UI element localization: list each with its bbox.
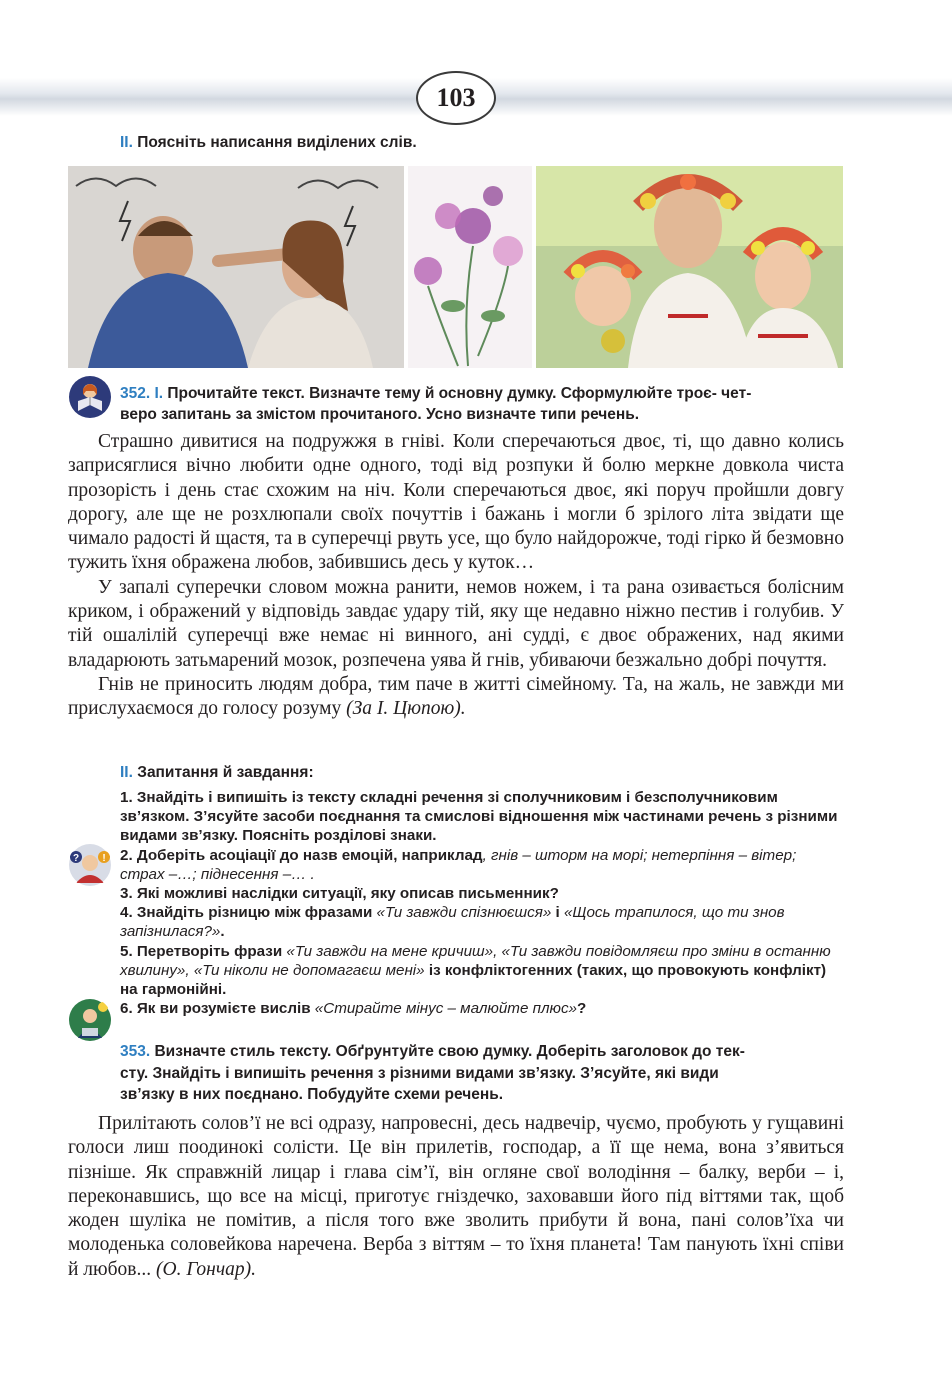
questions-heading-number: II.	[120, 764, 133, 781]
question-5-phrases: «Ти завжди на мене кричиш», «Ти завжди повідомляєш про зміни в останню хвилину», «Ти ніколи не допомагаєш мені»	[120, 942, 831, 979]
question-icon	[68, 843, 112, 887]
question-4	[120, 903, 845, 941]
question-2-example: , гнів – шторм на морі; нетерпіння – вітер; страх –…; піднесення –… .	[120, 846, 797, 883]
exercise-353-task-line1: Визначте стиль тексту. Обґрунтуйте свою думку. Доберіть заголовок до тек-	[150, 1043, 745, 1060]
text-353	[68, 1112, 844, 1282]
exercise-353-task-line2: сту. Знайдіть і випишіть речення з різними видами зв’язку. З’ясуйте, які види	[120, 1064, 719, 1082]
question-4-phrase-2: «Щось трапилося, що ти знов запізнилася?»	[120, 904, 785, 941]
questions-heading	[120, 764, 314, 782]
previous-task	[120, 134, 417, 152]
question-2-lead: 2. Доберіть асоціації до назв емоцій, наприклад	[120, 846, 483, 864]
exercise-352-number: 352. I.	[120, 385, 164, 402]
exercise-352-task-line2: веро запитань за змістом прочитаного. Усно визначте типи речень.	[120, 406, 640, 423]
question-6-end: ?	[577, 1000, 587, 1018]
idea-icon	[68, 998, 112, 1042]
exercise-353-task-line3: зв’язку в них поєднано. Побудуйте схеми речень.	[120, 1086, 504, 1103]
question-5-lead: 5. Перетворіть фрази	[120, 942, 287, 960]
text-353-source: (О. Гончар).	[156, 1258, 257, 1280]
text-352-paragraph-1: Страшно дивитися на подружжя в гніві. Коли сперечаються двоє, ті, що давно колись заприсяглися вічно любити одне одного, тоді від розпуки й болю меркне довкола чиста прозорість і день стає схожим на ніч. Коли сперечаються двоє, які поруч пройшли довгу дорогу, але ще не розхлюпали своїх почуттів і бажань і могли б зрілого літа звідати ще чимало радості й щастя, та в суперечці рвуть усе, що було найдорожче, тоді гірко й безмовно тужить їхня ображена любов, забившись десь у куток…	[68, 431, 844, 574]
arguing-couple-photo	[68, 166, 404, 368]
question-4-lead: 4. Знайдіть різницю між фразами	[120, 904, 377, 922]
question-6-saying: «Стирайте мінус – малюйте плюс»	[314, 1000, 577, 1018]
text-353-paragraph	[68, 1112, 844, 1282]
illustration-strip	[68, 166, 843, 368]
question-3: 3. Які можливі наслідки ситуації, яку описав письменник?	[120, 885, 559, 903]
family-wreaths-photo	[536, 166, 843, 368]
question-5	[120, 942, 845, 1000]
question-5-end: із конфліктогенних (таких, що провокують конфлікт) на гармонійні.	[120, 961, 827, 999]
text-352-paragraph-2: У запалі суперечки словом можна ранити, немов ножем, і та рана озивається болісним криком, і ображений у відповідь завдає удару тій, яку ще недавно ніжно пестив і голубив. У тій ошалілій суперечці вже немає ні винного, ані судді, є двоє ображених, над якими владарюють затьмарений мозок, розпечена уява й гнів, убиваючи безжально добрі почуття.	[68, 576, 844, 671]
exercise-353-task	[120, 1041, 845, 1106]
text-352-paragraph-3-body: Гнів не приносить людям добра, тим паче в житті сімейному. Та, на жаль, не завжди ми прислухаємося до голосу розуму	[68, 673, 844, 720]
exercise-352-task	[120, 383, 751, 425]
question-6	[120, 999, 845, 1018]
previous-task-text: Поясніть написання виділених слів.	[132, 134, 417, 151]
exercise-352-task-line1: Прочитайте текст. Визначте тему й основну думку. Сформулюйте троє- чет-	[163, 385, 752, 402]
question-4-phrase-1: «Ти завжди спізнюєшся»	[376, 904, 552, 922]
previous-task-number: II.	[120, 134, 133, 151]
question-6-lead: 6. Як ви розумієте вислів	[120, 1000, 315, 1018]
question-2	[120, 846, 845, 884]
svg-text:!: !	[102, 853, 106, 864]
questions-heading-text: Запитання й завдання:	[132, 764, 314, 781]
question-4-and: і	[551, 904, 564, 922]
text-353-body: Прилітають солов’ї не всі одразу, напровесні, десь надвечір, чуємо, пробують у гущавині голоси лиш поодинокі солісти. Це він прилетів, господар, а її ще нема, вона з’явиться пізніше. Як справжній лицар і глава сім’ї, він огляне свої володіння – балку, верби – і, переконавшись, що все на місці, приготує гніздечко, заховавши його під віттями так, щоб жоден шуліка не помітив, а після того вже зволить прибути й вона, пані солов’їха чи молоденька соловейкова наречена. Верба з віттям – то їхня планета! Там панують їхні співи й любов...	[68, 1113, 844, 1280]
watercolor-flowers-image	[408, 166, 532, 368]
question-4-end: .	[220, 923, 225, 941]
exercise-353-number: 353.	[120, 1043, 151, 1060]
questions-list	[120, 788, 845, 1018]
page-number: 103	[416, 71, 496, 125]
text-352-paragraph-3	[68, 673, 844, 722]
question-1: 1. Знайдіть і випишіть із тексту складні речення зі сполучниковим і безсполучниковим зв’язком. З’ясуйте засоби поєднання та смислові відношення між частинами речень з різними видами зв’язку. Поясніть розділові знаки.	[120, 789, 838, 845]
text-352-source: (За І. Цюпою).	[346, 698, 466, 720]
reader-icon	[68, 375, 112, 419]
text-352	[68, 430, 844, 722]
svg-text:?: ?	[72, 853, 80, 864]
